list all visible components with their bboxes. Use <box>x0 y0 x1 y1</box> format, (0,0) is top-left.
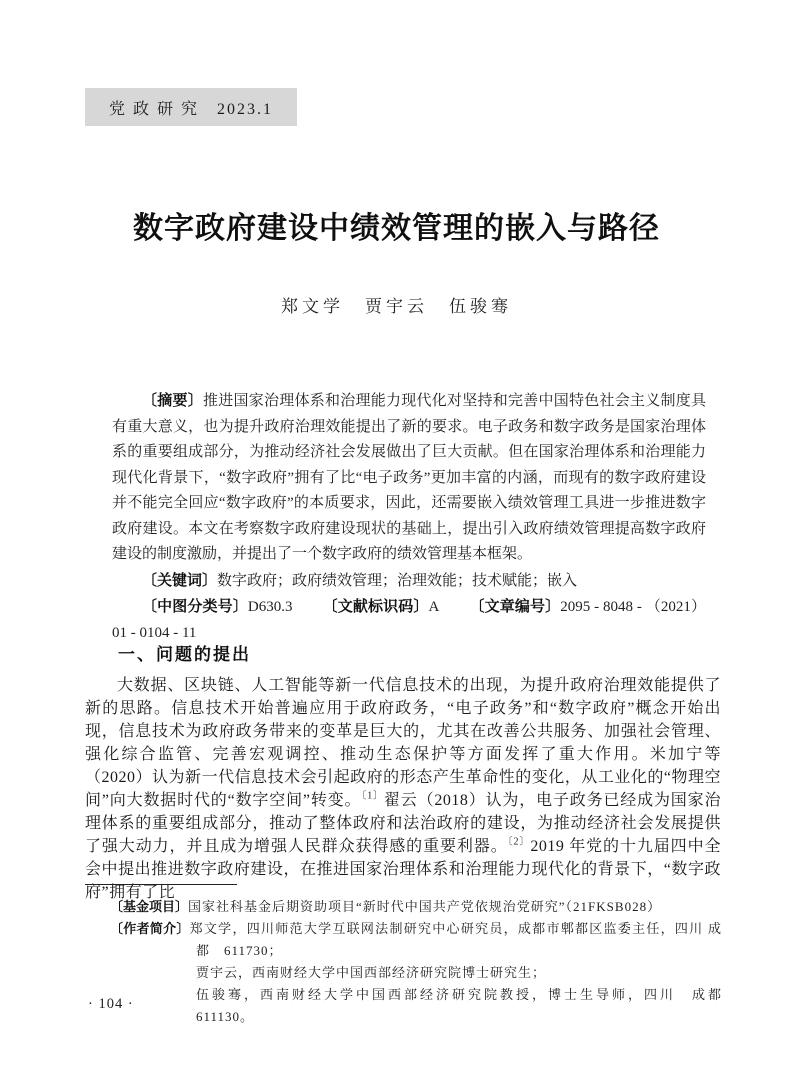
citation-ref-1: 〔1〕 <box>361 790 384 802</box>
author-bio-label: 〔作者简介〕 <box>110 921 190 936</box>
keywords-label: 〔关键词〕 <box>142 571 218 589</box>
page-number: · 104 · <box>88 996 134 1012</box>
article-id-label: 〔文章编号〕 <box>469 598 561 615</box>
article-meta-block <box>112 388 706 646</box>
journal-issue-text: 党 政 研 究 2023.1 <box>108 100 273 118</box>
author-bio-line3: 伍骏骞，西南财经大学中国西部经济研究院教授，博士生导师，四川 成都 611130。 <box>196 987 737 1024</box>
fund-note <box>110 896 722 918</box>
clc-value: D630.3 <box>247 599 293 615</box>
abstract-label: 〔摘要〕 <box>142 392 203 409</box>
article-authors: 郑文学 贾宇云 伍骏骞 <box>281 297 512 316</box>
body-text-part1: 大数据、区块链、人工智能等新一代信息技术的出现，为提升政府治理效能提供了新的思路。信息技术开始普遍应用于政府政务，“电子政务”和“数字政府”概念开始出现，信息技术为政府政务带来的变革是巨大的，尤其在改善公共服务、加强社会管理、强化综合监管、完善宏观调控、推动生态保护等方面发挥了重大作用。米加宁等（2020）认为新一代信息技术会引起政府的形态产生革命性的变化，从工业化的“物理空间”向大数据时代的“数字空间”转变。 <box>85 677 721 809</box>
abstract-text: 推进国家治理体系和治理能力现代化对坚持和完善中国特色社会主义制度具有重大意义，也为提升政府治理效能提出了新的要求。电子政务和数字政务是国家治理体系的重要组成部分，为推动经济社会发展做出了巨大贡献。但在国家治理体系和治理能力现代化背景下，“数字政府”拥有了比“电子政务”更加丰富的内涵，而现有的数字政府建设并不能完全回应“数字政府”的本质要求，因此，还需要嵌入绩效管理工具进一步推进数字政府建设。本文在考察数字政府建设现状的基础上，提出引入政府绩效管理提高数字政府建设的制度激励，并提出了一个数字政府的绩效管理基本框架。 <box>112 393 706 562</box>
doc-code-value: A <box>428 599 440 615</box>
author-bio-line1: 郑文学，四川师范大学互联网法制研究中心研究员，成都市郫都区监委主任，四川 成都 611730； <box>189 921 722 958</box>
body-paragraph <box>85 674 721 904</box>
author-bio-note <box>110 918 722 962</box>
fund-text: 国家社科基金后期资助项目“新时代中国共产党依规治党研究”（21FKSB028） <box>188 899 662 914</box>
body-text-part2: 翟云（2018）认为，电子政务已经成为国家治理体系的重要组成部分，推动了整体政府和法治政府的建设，为推动经济社会发展提供了强大动力，并且成为增强人民群众获得感的重要利器。 <box>85 792 721 855</box>
keywords-text: 数字政府；政府绩效管理；治理效能；技术赋能；嵌入 <box>217 572 578 589</box>
classification-line <box>112 594 706 646</box>
citation-ref-2: 〔2〕 <box>507 836 531 848</box>
doc-code-label: 〔文献标识码〕 <box>322 598 429 615</box>
clc-label: 〔中图分类号〕 <box>142 598 248 615</box>
abstract-paragraph <box>112 388 706 568</box>
journal-issue-badge <box>85 88 297 126</box>
fund-label: 〔基金项目〕 <box>110 899 189 914</box>
article-id-value: 2095 - 8048 - （2021）01 - 0104 - 11 <box>112 599 706 641</box>
section-heading: 一、问题的提出 <box>118 645 251 664</box>
article-title: 数字政府建设中绩效管理的嵌入与路径 <box>133 212 660 245</box>
keywords-line <box>112 568 706 595</box>
footnote-divider <box>85 884 237 885</box>
footnotes-block <box>110 896 737 1028</box>
author-bio-line2: 贾宇云，西南财经大学中国西部经济研究院博士研究生； <box>196 965 547 980</box>
body-text-part3: 2019 年党的十九届四中全会中提出推进数字政府建设，在推进国家治理体系和治理能力现代化的背景下，“数字政府”拥有了比 <box>85 838 721 901</box>
